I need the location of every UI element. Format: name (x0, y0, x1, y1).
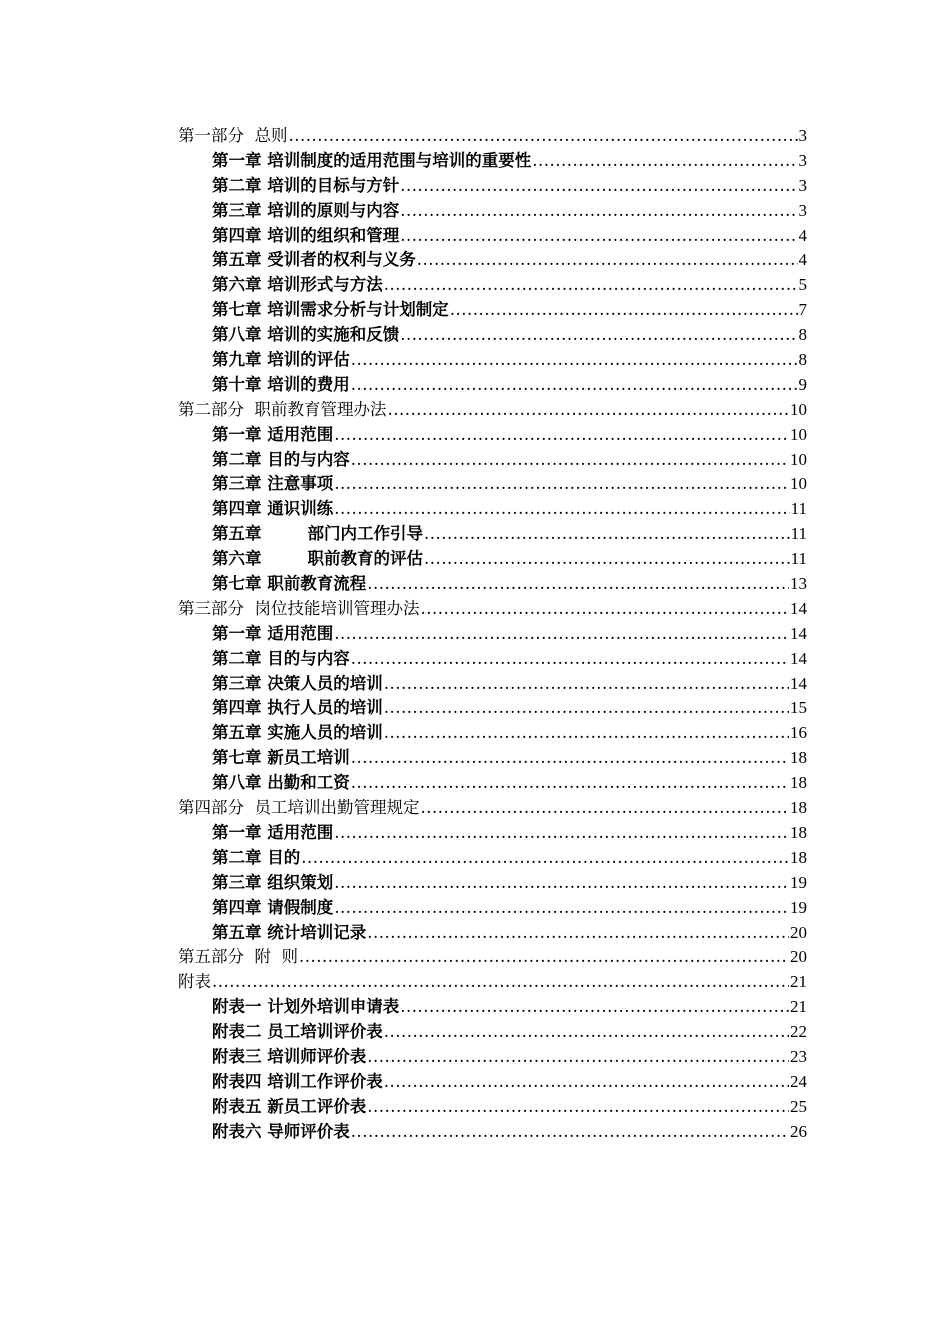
toc-entry-title: 附表一 计划外培训申请表 (212, 997, 400, 1017)
toc-entry-title: 第五章 部门内工作引导 (212, 524, 423, 544)
toc-chapter-entry[interactable] (178, 472, 807, 497)
toc-chapter-entry[interactable] (178, 298, 807, 323)
toc-page-number: 3 (798, 126, 807, 145)
toc-entry-title: 第一章 适用范围 (212, 623, 334, 643)
toc-chapter-entry[interactable] (178, 721, 807, 746)
toc-entry-title: 第五部分 附 则 (178, 947, 298, 967)
toc-page-number: 11 (790, 549, 807, 569)
toc-entry-title: 第三章 决策人员的培训 (212, 673, 383, 693)
toc-dot-leader (334, 472, 789, 497)
toc-dot-leader (384, 1070, 789, 1095)
toc-dot-leader (424, 522, 790, 547)
toc-entry-title: 第二部分 职前教育管理办法 (178, 399, 387, 419)
toc-entry-title: 第一章 适用范围 (212, 424, 334, 444)
toc-page-number: 8 (798, 325, 807, 345)
toc-page-number: 14 (790, 598, 807, 618)
toc-dot-leader (334, 896, 789, 921)
toc-dot-leader (400, 995, 789, 1020)
toc-entry-title: 第一章 培训制度的适用范围与培训的重要性 (212, 150, 532, 170)
toc-chapter-entry[interactable] (178, 1120, 807, 1145)
toc-entry-title: 第一章 适用范围 (212, 822, 334, 842)
toc-chapter-entry[interactable] (178, 248, 807, 273)
toc-part-entry[interactable] (178, 796, 807, 821)
toc-page-number: 10 (790, 424, 807, 444)
toc-dot-leader (301, 846, 789, 871)
toc-entry-title: 第二章 目的 (212, 847, 301, 867)
toc-page-number: 21 (790, 972, 807, 992)
toc-page-number: 10 (790, 449, 807, 469)
toc-dot-leader (351, 771, 789, 796)
toc-dot-leader (351, 647, 789, 672)
toc-entry-title: 第五章 实施人员的培训 (212, 723, 383, 743)
toc-dot-leader (334, 821, 789, 846)
toc-chapter-entry[interactable] (178, 497, 807, 522)
toc-entry-title: 附表五 新员工评价表 (212, 1096, 367, 1116)
toc-entry-title: 第六章 职前教育的评估 (212, 549, 423, 569)
toc-chapter-entry[interactable] (178, 1070, 807, 1095)
toc-entry-title: 第四章 通识训练 (212, 499, 334, 519)
toc-dot-leader (384, 273, 798, 298)
toc-dot-leader (400, 199, 797, 224)
toc-dot-leader (400, 224, 797, 249)
toc-chapter-entry[interactable] (178, 896, 807, 921)
toc-chapter-entry[interactable] (178, 423, 807, 448)
toc-dot-leader (212, 970, 789, 995)
toc-dot-leader (400, 174, 797, 199)
toc-dot-leader (367, 1045, 789, 1070)
toc-entry-title: 附表二 员工培训评价表 (212, 1022, 383, 1042)
toc-chapter-entry[interactable] (178, 224, 807, 249)
toc-dot-leader (351, 746, 789, 771)
toc-entry-title: 第七章 培训需求分析与计划制定 (212, 300, 449, 320)
toc-chapter-entry[interactable] (178, 348, 807, 373)
toc-page-number: 13 (790, 574, 807, 594)
toc-dot-leader (424, 547, 790, 572)
toc-part-entry[interactable] (178, 945, 807, 970)
toc-chapter-entry[interactable] (178, 622, 807, 647)
toc-dot-leader (334, 497, 789, 522)
toc-dot-leader (388, 398, 790, 423)
toc-page-number: 26 (790, 1121, 807, 1141)
toc-page-number: 22 (790, 1022, 807, 1042)
toc-dot-leader (421, 796, 790, 821)
toc-entry-title: 第五章 统计培训记录 (212, 922, 367, 942)
toc-dot-leader (367, 1095, 789, 1120)
toc-page-number: 8 (798, 350, 807, 370)
toc-page-number: 3 (798, 150, 807, 170)
toc-page-number: 14 (790, 648, 807, 668)
toc-chapter-entry[interactable] (178, 672, 807, 697)
toc-dot-leader (351, 373, 798, 398)
toc-entry-title: 第三章 注意事项 (212, 474, 334, 494)
toc-entry-title: 第五章 受训者的权利与义务 (212, 250, 416, 270)
toc-page-number: 3 (798, 175, 807, 195)
toc-entry-title: 第二章 目的与内容 (212, 648, 350, 668)
toc-page-number: 10 (790, 474, 807, 494)
toc-page-number: 3 (798, 200, 807, 220)
toc-dot-leader (384, 1020, 789, 1045)
toc-chapter-entry[interactable] (178, 647, 807, 672)
toc-chapter-entry[interactable] (178, 921, 807, 946)
toc-entry-title: 第二章 目的与内容 (212, 449, 350, 469)
toc-entry-title: 附表六 导师评价表 (212, 1121, 350, 1141)
toc-chapter-entry[interactable] (178, 1020, 807, 1045)
toc-dot-leader (417, 248, 798, 273)
toc-chapter-entry[interactable] (178, 696, 807, 721)
toc-entry-title: 第三章 组织策划 (212, 872, 334, 892)
toc-part-entry[interactable] (178, 398, 807, 423)
toc-dot-leader (450, 298, 798, 323)
toc-page-number: 25 (790, 1096, 807, 1116)
toc-dot-leader (351, 448, 789, 473)
toc-dot-leader (384, 721, 789, 746)
toc-chapter-entry[interactable] (178, 746, 807, 771)
toc-entry-title: 第八章 培训的实施和反馈 (212, 325, 400, 345)
toc-dot-leader (367, 572, 789, 597)
toc-dot-leader (532, 149, 797, 174)
toc-chapter-entry[interactable] (178, 149, 807, 174)
toc-page-number: 4 (798, 225, 807, 245)
toc-dot-leader (334, 871, 789, 896)
toc-page-number: 23 (790, 1046, 807, 1066)
toc-page-number: 18 (790, 748, 807, 768)
toc-chapter-entry[interactable] (178, 199, 807, 224)
toc-chapter-entry[interactable] (178, 547, 807, 572)
toc-page-number: 16 (790, 723, 807, 743)
toc-page-number: 20 (790, 922, 807, 942)
toc-page-number: 4 (798, 250, 807, 270)
toc-page-number: 19 (790, 872, 807, 892)
toc-chapter-entry[interactable] (178, 572, 807, 597)
toc-entry-title: 第三部分 岗位技能培训管理办法 (178, 598, 420, 618)
toc-page-number: 14 (790, 673, 807, 693)
toc-dot-leader (334, 622, 789, 647)
toc-page-number: 18 (790, 798, 807, 818)
toc-page-number: 21 (790, 997, 807, 1017)
toc-chapter-entry[interactable] (178, 522, 807, 547)
toc-page-number: 15 (790, 698, 807, 718)
toc-chapter-entry[interactable] (178, 846, 807, 871)
toc-dot-leader (384, 672, 789, 697)
toc-entry-title: 第一部分 总则 (178, 126, 288, 145)
toc-chapter-entry[interactable] (178, 771, 807, 796)
toc-dot-leader (400, 323, 797, 348)
toc-page-number: 5 (798, 275, 807, 295)
toc-chapter-entry[interactable] (178, 448, 807, 473)
toc-entry-title: 第十章 培训的费用 (212, 374, 350, 394)
toc-page-number: 19 (790, 897, 807, 917)
toc-page-number: 18 (790, 773, 807, 793)
toc-entry-title: 第三章 培训的原则与内容 (212, 200, 400, 220)
toc-page-number: 11 (790, 499, 807, 519)
toc-page-number: 10 (790, 399, 807, 419)
toc-chapter-entry[interactable] (178, 995, 807, 1020)
toc-entry-title: 第六章 培训形式与方法 (212, 275, 383, 295)
toc-chapter-entry[interactable] (178, 871, 807, 896)
toc-entry-title: 第二章 培训的目标与方针 (212, 175, 400, 195)
toc-part-entry[interactable] (178, 970, 807, 995)
toc-entry-title: 第八章 出勤和工资 (212, 773, 350, 793)
toc-chapter-entry[interactable] (178, 1095, 807, 1120)
toc-entry-title: 第四章 请假制度 (212, 897, 334, 917)
toc-page-number: 11 (790, 524, 807, 544)
toc-chapter-entry[interactable] (178, 1045, 807, 1070)
toc-dot-leader (384, 696, 789, 721)
toc-page-number: 20 (790, 947, 807, 967)
toc-chapter-entry[interactable] (178, 821, 807, 846)
table-of-contents (178, 124, 807, 1145)
toc-part-entry[interactable] (178, 124, 807, 149)
toc-page-number: 14 (790, 623, 807, 643)
toc-entry-title: 第七章 职前教育流程 (212, 574, 367, 594)
toc-chapter-entry[interactable] (178, 323, 807, 348)
toc-entry-title: 第四部分 员工培训出勤管理规定 (178, 798, 420, 818)
toc-part-entry[interactable] (178, 597, 807, 622)
toc-dot-leader (367, 921, 789, 946)
toc-entry-title: 附表 (178, 972, 211, 992)
toc-dot-leader (299, 945, 789, 970)
toc-page-number: 18 (790, 847, 807, 867)
toc-chapter-entry[interactable] (178, 273, 807, 298)
toc-chapter-entry[interactable] (178, 174, 807, 199)
toc-chapter-entry[interactable] (178, 373, 807, 398)
toc-dot-leader (289, 124, 798, 149)
toc-page-number: 9 (798, 374, 807, 394)
toc-page-number: 7 (798, 300, 807, 320)
toc-dot-leader (351, 348, 798, 373)
toc-entry-title: 第四章 培训的组织和管理 (212, 225, 400, 245)
toc-dot-leader (351, 1120, 789, 1145)
toc-entry-title: 第四章 执行人员的培训 (212, 698, 383, 718)
toc-page-number: 24 (790, 1071, 807, 1091)
toc-page-number: 18 (790, 822, 807, 842)
toc-dot-leader (334, 423, 789, 448)
toc-entry-title: 附表四 培训工作评价表 (212, 1071, 383, 1091)
toc-entry-title: 第七章 新员工培训 (212, 748, 350, 768)
toc-entry-title: 附表三 培训师评价表 (212, 1046, 367, 1066)
toc-dot-leader (421, 597, 790, 622)
toc-entry-title: 第九章 培训的评估 (212, 350, 350, 370)
